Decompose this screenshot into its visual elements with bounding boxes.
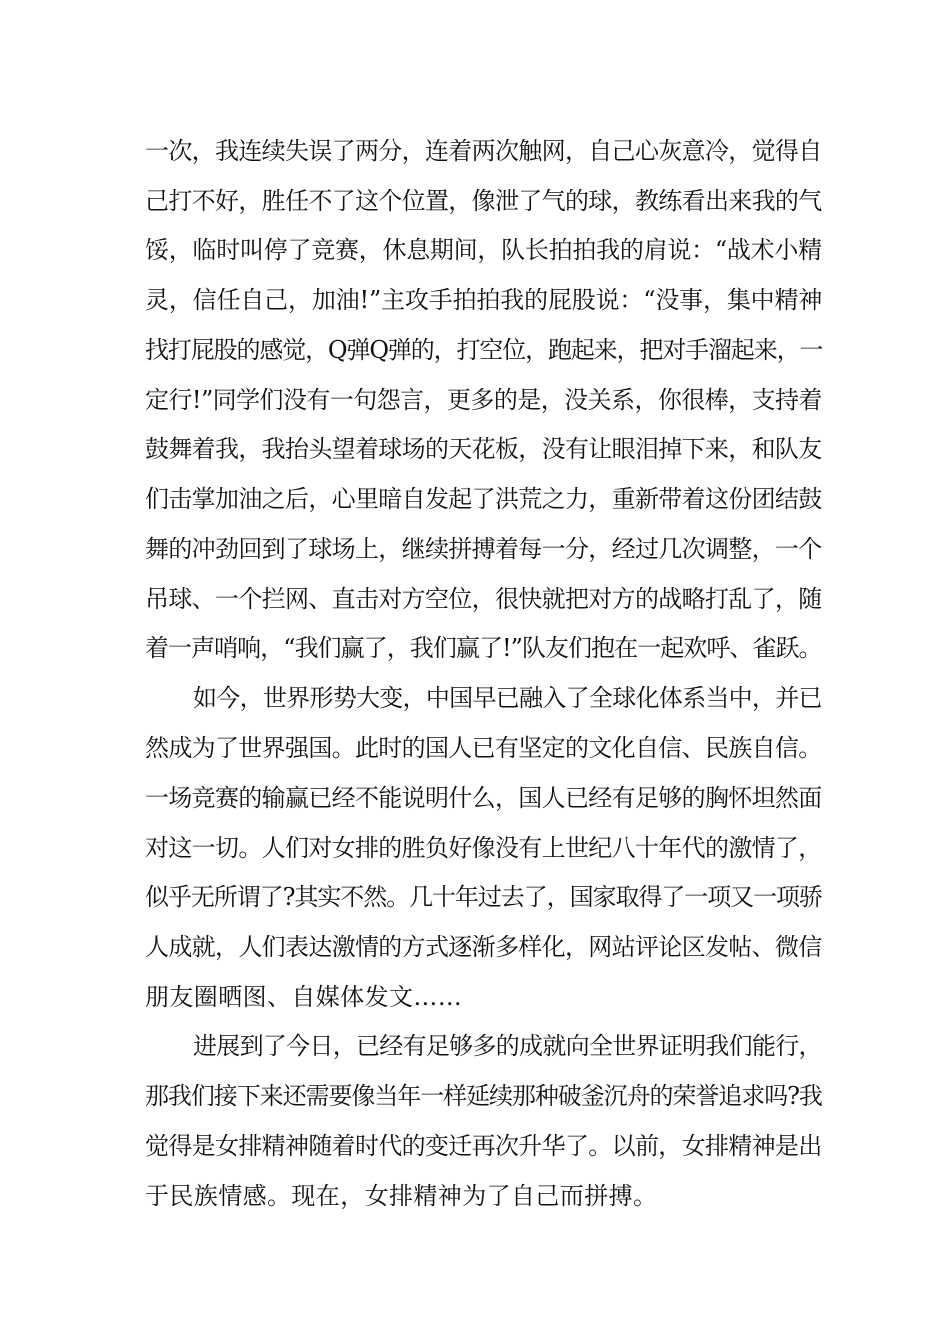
paragraph-1-line-9: 舞的冲劲回到了球场上，继续拼搏着每一分，经过几次调整，一个 <box>145 535 822 563</box>
paragraph-3-line-1: 进展到了今日，已经有足够多的成就向全世界证明我们能行， <box>193 1032 822 1060</box>
paragraph-2-line-6: 人成就，人们表达激情的方式逐渐多样化，网站评论区发帖、微信 <box>145 933 822 961</box>
paragraph-1-line-11: 着一声哨响，“我们赢了，我们赢了!”队友们抱在一起欢呼、雀跃。 <box>145 634 822 662</box>
paragraph-2-line-7: 朋友圈晒图、自媒体发文…… <box>145 983 463 1011</box>
paragraph-3-line-3: 觉得是女排精神随着时代的变迁再次升华了。以前，女排精神是出 <box>145 1132 822 1160</box>
paragraph-2-line-2: 然成为了世界强国。此时的国人已有坚定的文化自信、民族自信。 <box>145 734 822 762</box>
paragraph-1-line-5: 找打屁股的感觉，Q弹Q弹的，打空位，跑起来，把对手溜起来，一 <box>145 336 823 364</box>
paragraph-1-line-3: 馁，临时叫停了竞赛，休息期间，队长拍拍我的肩说：“战术小精 <box>145 236 822 264</box>
paragraph-3-line-4: 于民族情感。现在，女排精神为了自己而拼搏。 <box>145 1182 658 1210</box>
paragraph-1-line-1: 一次，我连续失误了两分，连着两次触网，自己心灰意冷，觉得自 <box>145 137 822 165</box>
paragraph-1-line-7: 鼓舞着我，我抬头望着球场的天花板，没有让眼泪掉下来，和队友 <box>145 435 822 463</box>
paragraph-3-line-2: 那我们接下来还需要像当年一样延续那种破釜沉舟的荣誉追求吗?我 <box>145 1082 822 1110</box>
paragraph-1-line-4: 灵，信任自己，加油!”主攻手拍拍我的屁股说：“没事，集中精神 <box>145 286 823 314</box>
paragraph-1-line-6: 定行!”同学们没有一句怨言，更多的是，没关系，你很棒，支持着 <box>145 386 822 414</box>
paragraph-2-line-3: 一场竞赛的输赢已经不能说明什么，国人已经有足够的胸怀坦然面 <box>145 784 822 812</box>
paragraph-2-line-1: 如今，世界形势大变，中国早已融入了全球化体系当中，并已 <box>193 684 822 712</box>
paragraph-2-line-4: 对这一切。人们对女排的胜负好像没有上世纪八十年代的激情了， <box>145 834 822 862</box>
paragraph-1-line-8: 们击掌加油之后，心里暗自发起了洪荒之力，重新带着这份团结鼓 <box>145 485 822 513</box>
paragraph-2-line-5: 似乎无所谓了?其实不然。几十年过去了，国家取得了一项又一项骄 <box>145 883 822 911</box>
paragraph-1-line-10: 吊球、一个拦网、直击对方空位，很快就把对方的战略打乱了，随 <box>145 585 822 613</box>
paragraph-1-line-2: 己打不好，胜任不了这个位置，像泄了气的球，教练看出来我的气 <box>145 187 822 215</box>
